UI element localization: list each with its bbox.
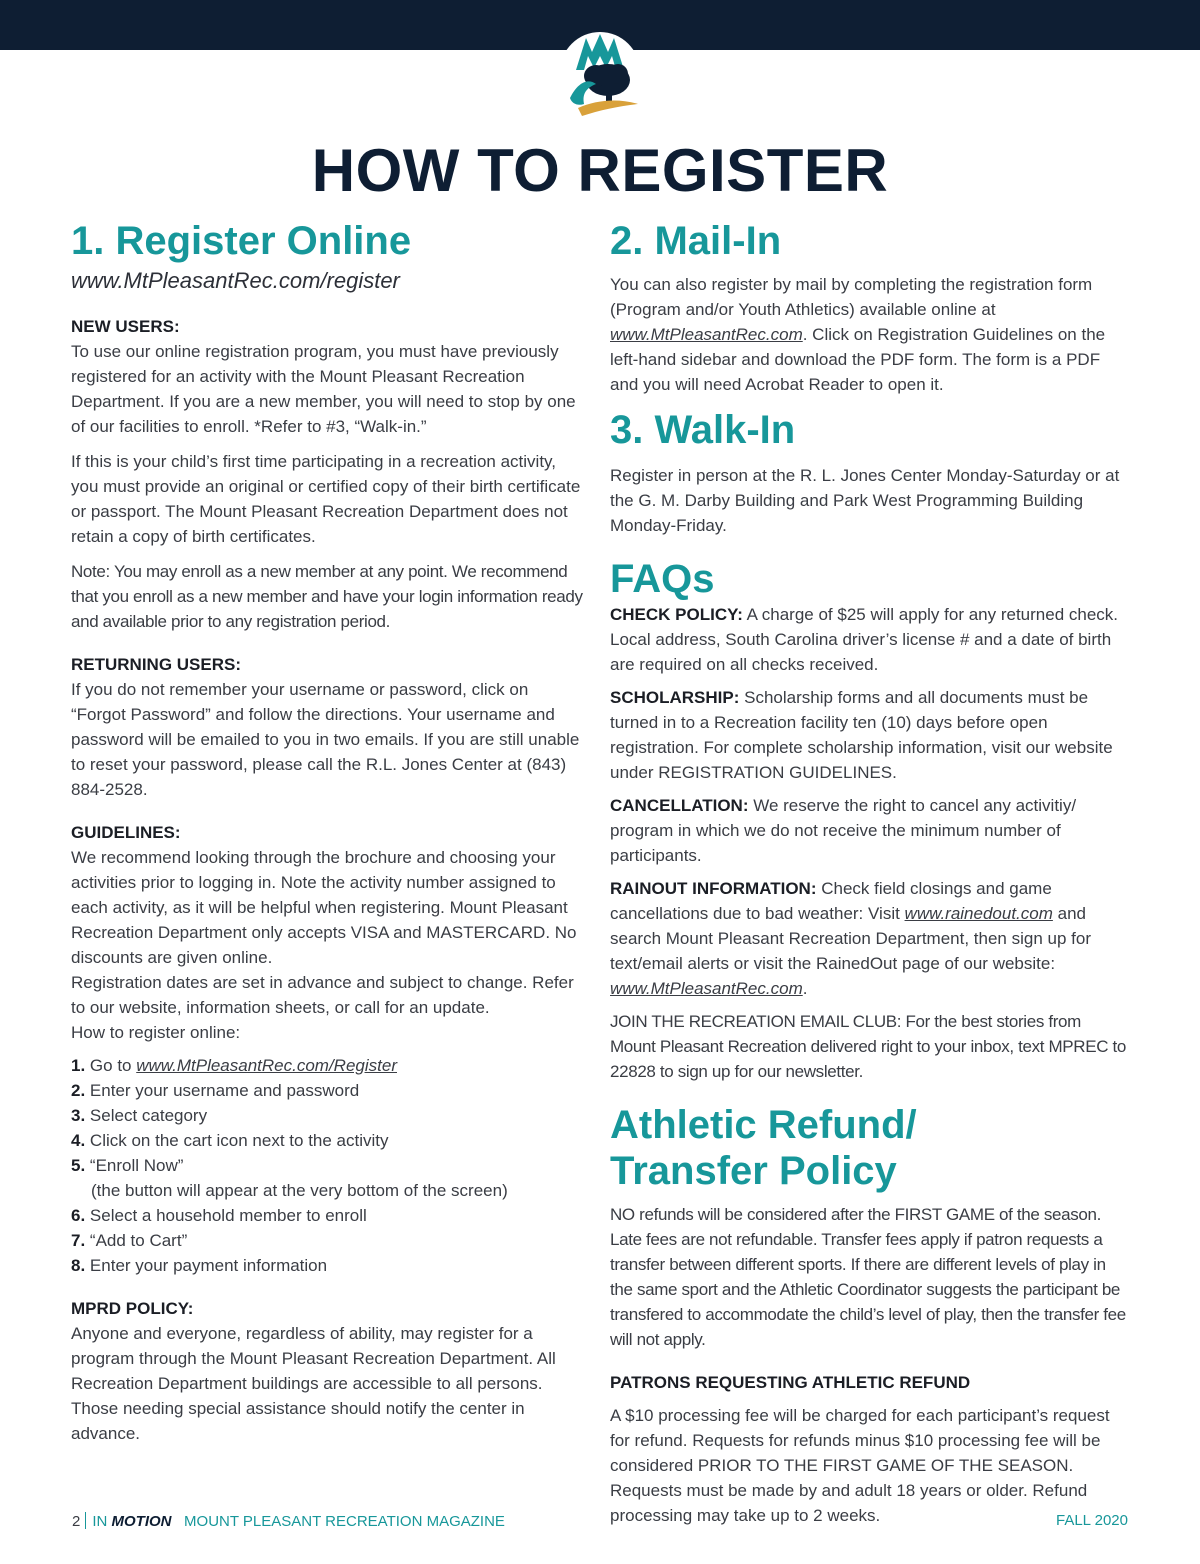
list-item: 5. “Enroll Now” <box>71 1156 184 1175</box>
athletic-refund-heading: Athletic Refund/ Transfer Policy <box>610 1103 917 1193</box>
new-users-paragraph-1: To use our online registration program, you must have previously registered for an activity with the Mount Pleasant Recreation Department. If you are a new member, you will need to stop by one of our facilities to enroll. *Refer to #3, “Walk-in.” <box>71 342 576 436</box>
mail-in-paragraph: You can also register by mail by completing the registration form (Program and/or Youth Athletics) available online at www.MtPleasantRec.com. Click on Registration Guidelines on the left-hand sidebar and download the PDF form. The form is a PDF and you will need Acrobat Reader to open it. <box>610 275 1106 394</box>
new-users-title: NEW USERS: <box>71 317 180 336</box>
cancellation-paragraph: CANCELLATION: We reserve the right to cancel any activitiy/ program in which we do not receive the minimum number of participants. <box>610 796 1077 865</box>
mount-pleasant-tree-logo-icon <box>556 28 644 118</box>
guidelines-paragraph-1: We recommend looking through the brochure and choosing your activities prior to logging in. Note the activity number assigned to each activity, as it will be helpful when registering. Mount Pleasant Recreation Department only accepts VISA and MASTERCARD. No discounts are given online. <box>71 848 577 967</box>
refund-request-title: PATRONS REQUESTING ATHLETIC REFUND <box>610 1373 971 1392</box>
walk-in-heading: 3. Walk-In <box>610 408 796 452</box>
mail-in-link[interactable]: www.MtPleasantRec.com <box>610 325 803 344</box>
list-item: 3. Select category <box>71 1106 208 1125</box>
new-users-paragraph-2: If this is your child’s first time participating in a recreation activity, you must provide an original or certified copy of their birth certificate or passport. The Mount Pleasant Recreation Department does not retain a copy of birth certificates. <box>71 452 581 546</box>
returning-users-title: RETURNING USERS: <box>71 655 242 674</box>
register-online-heading: 1. Register Online <box>71 219 412 263</box>
website-link[interactable]: www.MtPleasantRec.com <box>610 979 803 998</box>
page-title: HOW TO REGISTER <box>311 137 889 204</box>
list-item: 8. Enter your payment information <box>71 1256 328 1275</box>
walk-in-paragraph: Register in person at the R. L. Jones Center Monday-Saturday or at the G. M. Darby Building and Park West Programming Building Monday-Friday. <box>610 466 1120 535</box>
faqs-heading: FAQs <box>610 557 715 601</box>
mprd-policy-title: MPRD POLICY: <box>71 1299 194 1318</box>
scholarship-paragraph: SCHOLARSHIP: Scholarship forms and all documents must be turned in to a Recreation facility ten (10) days before open registration. For complete scholarship information, visit our website under REGISTRATION GUIDELINES. <box>610 688 1113 782</box>
rainedout-link[interactable]: www.rainedout.com <box>904 904 1053 923</box>
list-item: 2. Enter your username and password <box>71 1081 360 1100</box>
list-item: 1. Go to www.MtPleasantRec.com/Register <box>71 1056 397 1075</box>
footer-divider <box>85 1512 86 1529</box>
rainout-paragraph: RAINOUT INFORMATION: Check field closings and game cancellations due to bad weather: Visit www.rainedout.com and search Mount Pleasant Recreation Department, then sign up for text/email alerts or visit the RainedOut page of our website: www.MtPleasantRec.com. <box>610 879 1091 998</box>
new-users-note: Note: You may enroll as a new member at any point. We recommend that you enroll as a new member and have your login information ready and available prior to any registration period. <box>71 562 583 631</box>
returning-users-paragraph: If you do not remember your username or password, click on “Forgot Password” and follow the directions. Your username and password will be emailed to you in two emails. If you are still unable to reset your password, please call the R.L. Jones Center at (843) 884-2528. <box>71 680 580 799</box>
issue-season: FALL 2020 <box>1055 1512 1128 1529</box>
guidelines-paragraph-3: How to register online: <box>71 1023 241 1042</box>
guidelines-title: GUIDELINES: <box>71 823 181 842</box>
check-policy-paragraph: CHECK POLICY: A charge of $25 will apply for any returned check. Local address, South Carolina driver’s license # and a date of birth are required on all checks received. <box>610 605 1119 674</box>
magazine-brand: IN MOTION <box>92 1513 172 1530</box>
mprd-policy-paragraph: Anyone and everyone, regardless of ability, may register for a program through the Mount Pleasant Recreation Department. All Recreation Department buildings are accessible to all persons. Those needing special assistance should notify the center in advance. <box>71 1324 556 1443</box>
list-item: 4. Click on the cart icon next to the activity <box>71 1131 389 1150</box>
refund-request-paragraph: A $10 processing fee will be charged for each participant’s request for refund. Requests for refunds minus $10 processing fee will be considered PRIOR TO THE FIRST GAME OF THE SEASON. Requests must be made by and adult 18 years or older. Refund processing may take up to 2 weeks. <box>610 1406 1110 1525</box>
registration-steps-list <box>71 1053 586 1278</box>
list-item: 7. “Add to Cart” <box>71 1231 188 1250</box>
page-footer <box>72 1512 1128 1532</box>
magazine-name: MOUNT PLEASANT RECREATION MAGAZINE <box>184 1513 505 1530</box>
left-column <box>71 218 586 1446</box>
refund-paragraph: NO refunds will be considered after the FIRST GAME of the season. Late fees are not refundable. Transfer fees apply if patron requests a transfer between different sports. If there are different levels of play in the same sport and the Athletic Coordinator suggests the participant be transfered to accommodate the child’s level of play, then the transfer fee will not apply. <box>610 1205 1126 1349</box>
guidelines-paragraph-2: Registration dates are set in advance and subject to change. Refer to our website, information sheets, or call for an update. <box>71 973 574 1017</box>
email-club-paragraph: JOIN THE RECREATION EMAIL CLUB: For the best stories from Mount Pleasant Recreation delivered right to your inbox, text MPREC to 22828 to sign up for our newsletter. <box>610 1012 1126 1081</box>
register-url[interactable]: www.MtPleasantRec.com/register <box>71 268 400 293</box>
page-number: 2 <box>72 1513 81 1530</box>
right-column <box>610 218 1130 1528</box>
register-link[interactable]: www.MtPleasantRec.com/Register <box>136 1056 397 1075</box>
mail-in-heading: 2. Mail-In <box>610 219 782 263</box>
list-item-note: (the button will appear at the very bottom of the screen) <box>91 1181 508 1200</box>
list-item: 6. Select a household member to enroll <box>71 1206 367 1225</box>
